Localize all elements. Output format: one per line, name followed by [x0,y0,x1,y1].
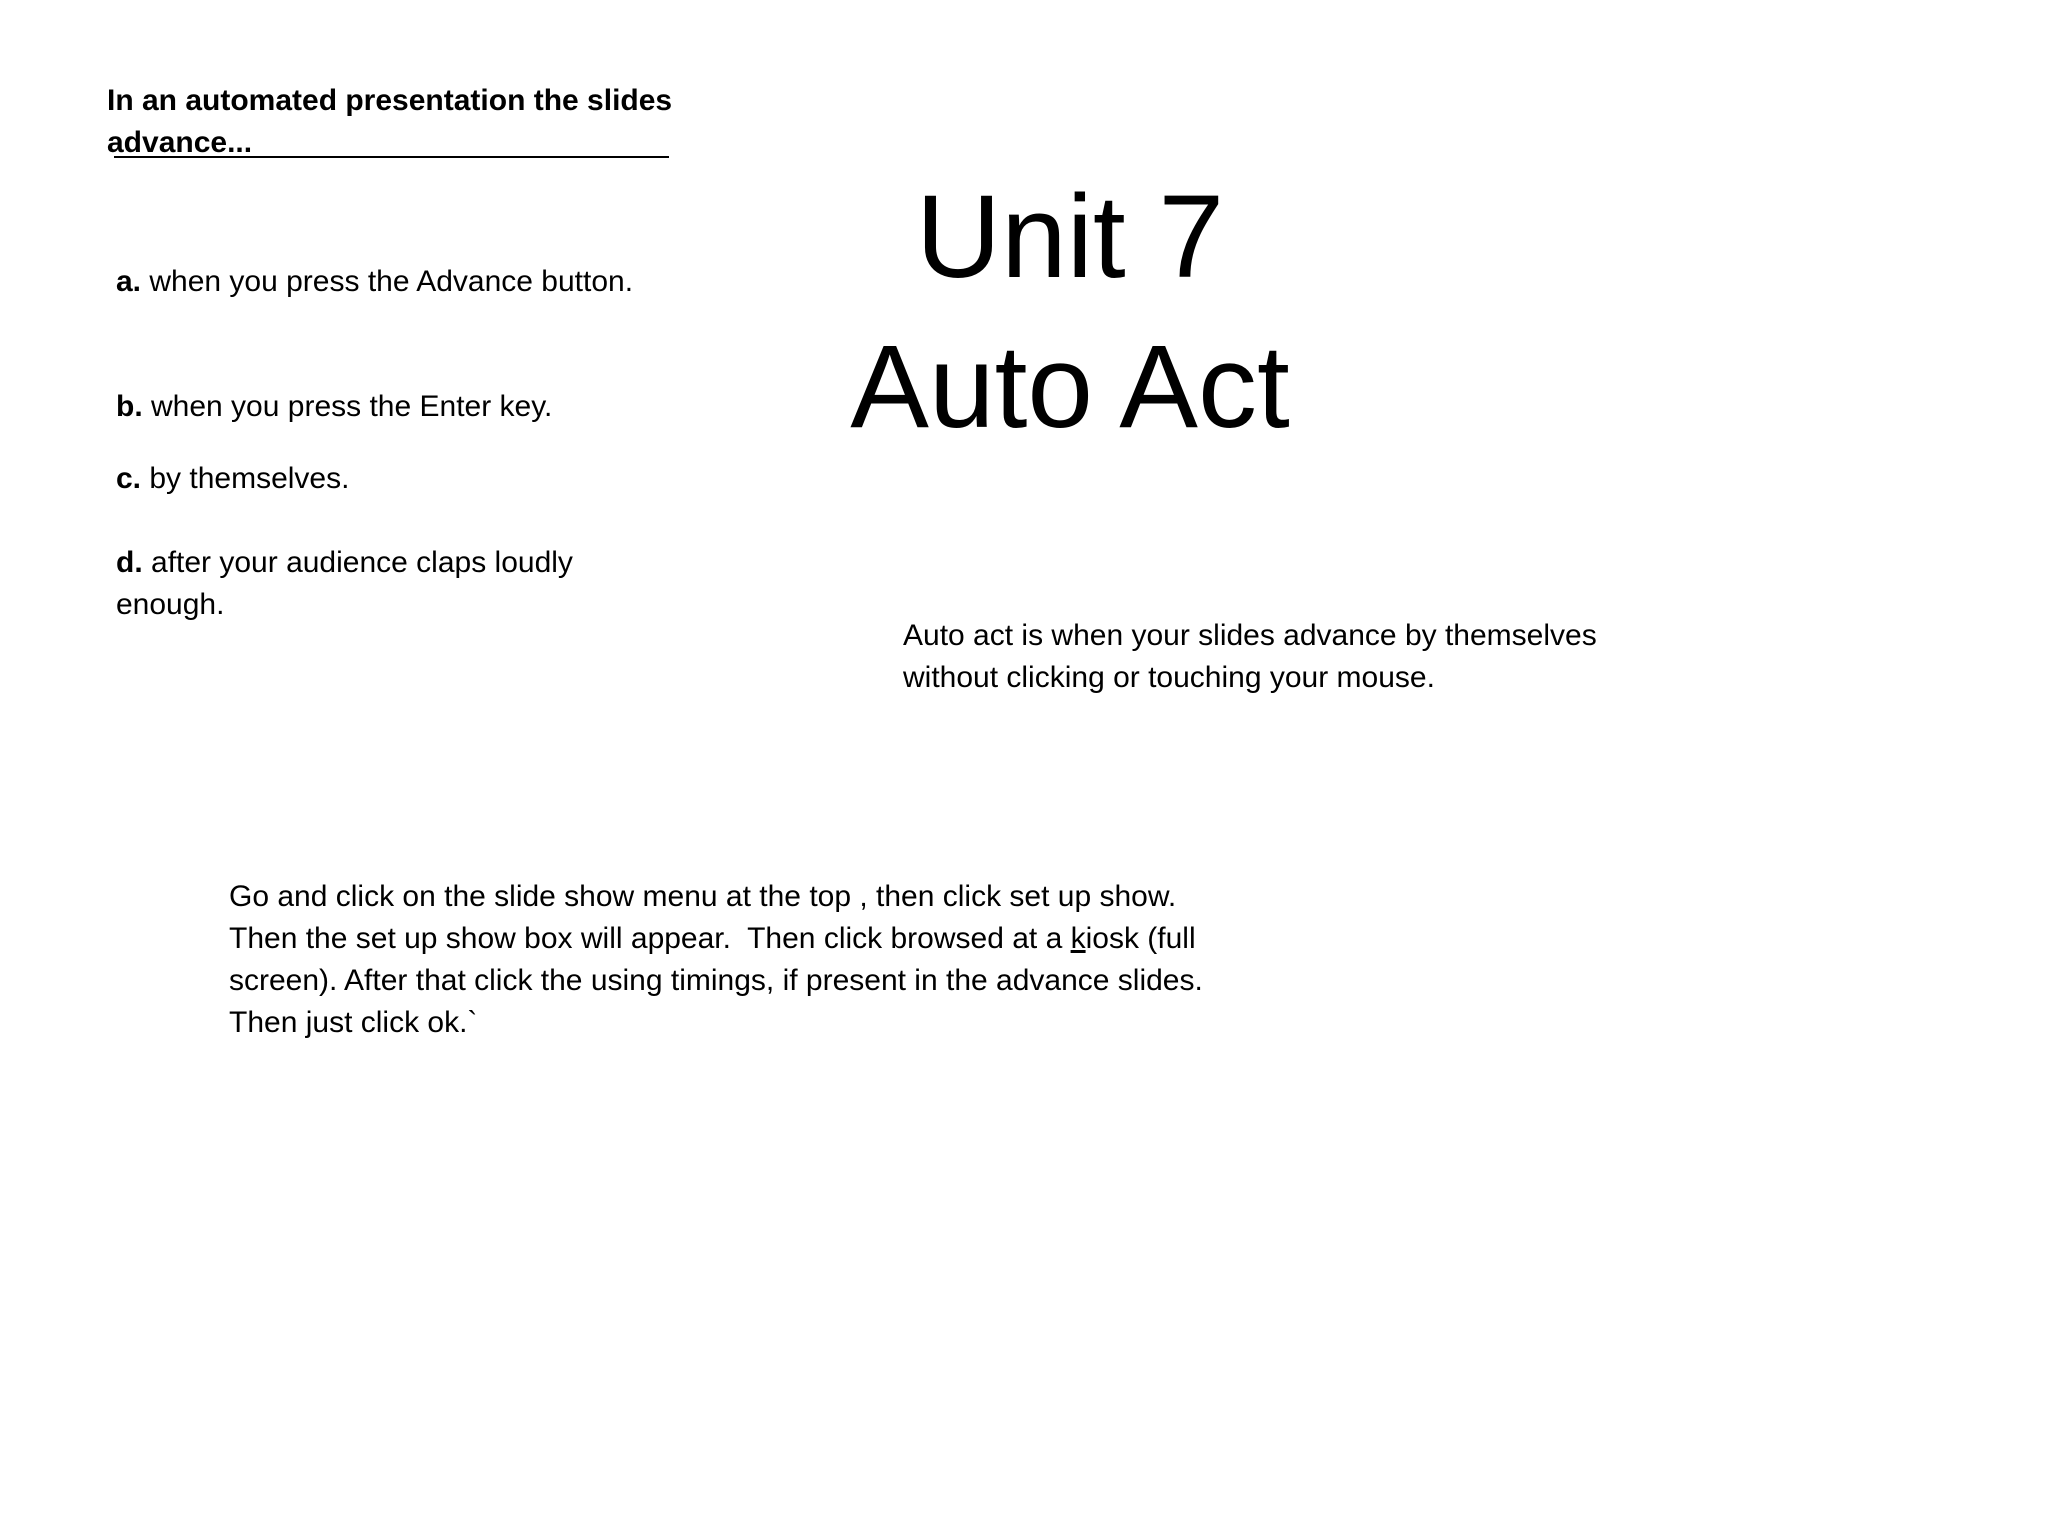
option-letter: a. [116,265,142,298]
quiz-option-a [116,261,676,303]
instructions-line-2-end: iosk (full [1085,922,1196,955]
option-letter: d. [116,546,143,579]
instructions-line-3: screen). After that click the using timings, if present in the advance slides. [229,964,1203,997]
underlined-letter: k [1070,922,1086,955]
definition-text: Auto act is when your slides advance by themselves without clicking or touching your mouse. [903,619,1597,694]
quiz-option-d [116,542,636,626]
instructions-line-2 [229,918,1309,960]
option-text: when you press the Advance button. [141,265,634,298]
option-letter: b. [116,390,143,423]
option-text: after your audience claps loudly enough. [116,546,573,621]
slide-title [760,162,1380,462]
option-text: by themselves. [141,462,350,495]
quiz-option-b [116,386,676,428]
title-line-2: Auto Act [850,321,1290,453]
option-text: when you press the Enter key. [142,390,553,423]
quiz-option-c [116,458,676,500]
instructions-text [229,876,1309,1044]
answer-blank-line [114,156,669,158]
instructions-line-1: Go and click on the slide show menu at the top , then click set up show. [229,880,1177,913]
quiz-question: In an automated presentation the slides advance... [107,84,673,159]
instructions-line-2-start: Then the set up show box will appear. Then click browsed at a [229,922,1071,955]
option-letter: c. [116,462,142,495]
title-line-1: Unit 7 [915,171,1225,303]
instructions-line-4: Then just click ok.` [229,1006,478,1039]
